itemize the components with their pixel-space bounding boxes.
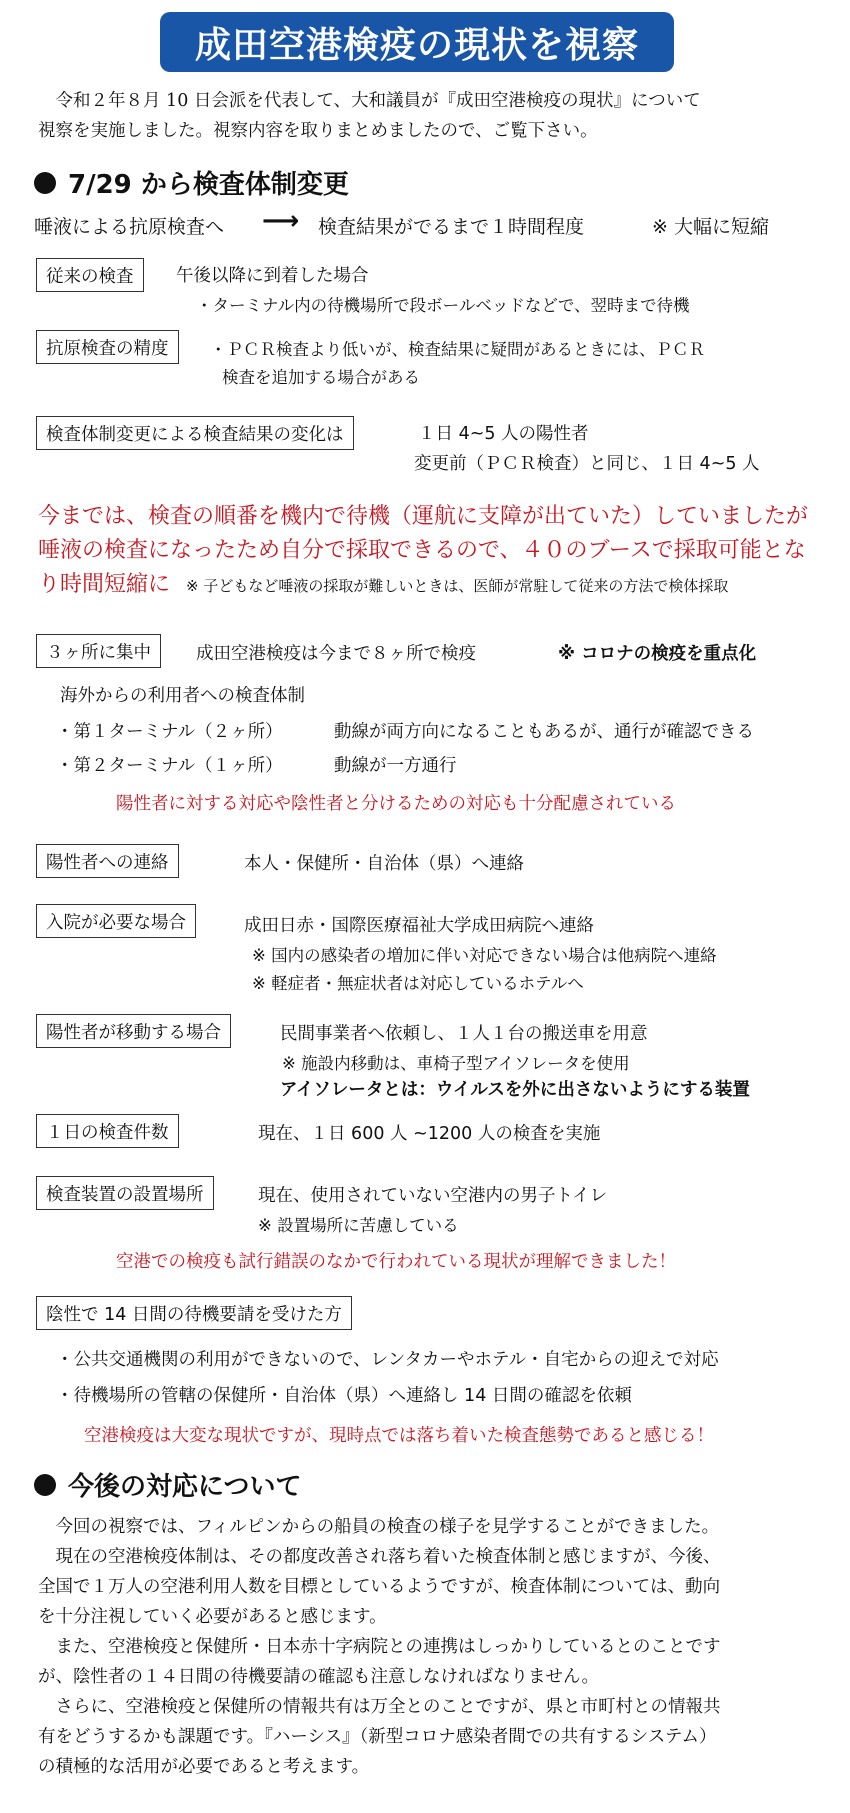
future-line: 現在の空港検疫体制は、その都度改善され落ち着いた検査体制と感じますが、今後、 xyxy=(55,1547,721,1567)
label-box-hospital: 入院が必要な場合 xyxy=(36,904,196,938)
red-highlight-paragraph xyxy=(38,500,828,603)
isolator-definition: アイソレータとは：ウイルスを外に出さないようにする装置 xyxy=(280,1080,750,1100)
conventional-line2: ・ターミナル内の待機場所で段ボールベッドなどで、翌時まで待機 xyxy=(196,296,690,315)
future-line: の積極的な活用が必要であると考えます。 xyxy=(38,1757,370,1777)
moving-note1: ※ 施設内移動は、車椅子型アイソレータを使用 xyxy=(282,1054,630,1073)
location-red-note: 空港での検疫も試行錯誤のなかで行われている現状が理解できました！ xyxy=(116,1252,676,1272)
concentrate-text: 成田空港検疫は今まで８ヶ所で検疫 xyxy=(196,644,476,664)
label-box-count: １日の検査件数 xyxy=(36,1114,179,1148)
terminal1-name: ・第１ターミナル（２ヶ所） xyxy=(56,722,283,742)
concentrate-red-note: 陽性者に対する対応や陰性者と分けるための対応も十分配慮されている xyxy=(116,794,676,814)
change-line-right: 検査結果がでるまで１時間程度 xyxy=(318,216,585,238)
negative-red-note: 空港検疫は大変な現状ですが、現時点では落ち着いた検査態勢であると感じる！ xyxy=(84,1426,714,1446)
label-box-contact: 陽性者への連絡 xyxy=(36,844,179,878)
label-box-accuracy: 抗原検査の精度 xyxy=(36,330,179,364)
page-title: 成田空港検疫の現状を視察 xyxy=(160,12,674,72)
future-line: さらに、空港検疫と保健所の情報共有は万全とのことですが、県と市町村との情報共 xyxy=(55,1697,721,1717)
change-line-left: 唾液による抗原検査へ xyxy=(34,216,225,238)
change-line-note: ※ 大幅に短縮 xyxy=(652,216,769,238)
terminal2-desc: 動線が一方通行 xyxy=(334,756,457,776)
accuracy-line1: ・ＰＣＲ検査より低いが、検査結果に疑問があるときには、ＰＣＲ xyxy=(210,340,705,359)
arrow-right-icon: ⟶ xyxy=(262,206,300,236)
count-text: 現在、１日 600 人 ~1200 人の検査を実施 xyxy=(258,1124,601,1144)
label-box-conventional: 従来の検査 xyxy=(36,258,144,292)
section-heading-text: 7/29 から検査体制変更 xyxy=(68,170,349,200)
hospital-note1: ※ 国内の感染者の増加に伴い対応できない場合は他病院へ連絡 xyxy=(252,946,717,965)
red-line: 今までは、検査の順番を機内で待機（運航に支障が出ていた）していましたが xyxy=(38,504,809,529)
label-box-location: 検査装置の設置場所 xyxy=(36,1176,214,1210)
future-line: を十分注視していく必要があると感じます。 xyxy=(38,1607,387,1627)
intro-line: 視察を実施しました。視察内容を取りまとめましたので、ご覧下さい。 xyxy=(38,121,598,141)
future-line: また、空港検疫と保健所・日本赤十字病院との連携はしっかりしているとのことです xyxy=(55,1637,721,1657)
future-line: が、陰性者の１４日間の待機要請の確認も注意しなければなりません。 xyxy=(38,1667,600,1687)
section-heading-text: 今後の対応について xyxy=(68,1472,302,1502)
label-box-result-change: 検査体制変更による検査結果の変化は xyxy=(36,416,354,450)
label-box-negative: 陰性で 14 日間の待機要請を受けた方 xyxy=(36,1296,352,1330)
result-change-line2: 変更前（ＰＣＲ検査）と同じ、１日 4~5 人 xyxy=(414,454,760,474)
specimen-note: ※ 子どもなど唾液の採取が難しいときは、医師が常駐して従来の方法で検体採取 xyxy=(186,577,729,595)
accuracy-line2: 検査を追加する場合がある xyxy=(222,368,420,387)
conventional-line1: 午後以降に到着した場合 xyxy=(176,266,369,286)
red-line: り時間短縮に xyxy=(38,572,171,597)
moving-text: 民間事業者へ依頼し、１人１台の搬送車を用意 xyxy=(280,1024,648,1044)
future-paragraph xyxy=(38,1512,820,1782)
location-note: ※ 設置場所に苦慮している xyxy=(258,1216,459,1235)
future-line: 有をどうするかも課題です。『ハーシス』（新型コロナ感染者間での共有するシステム） xyxy=(38,1727,717,1747)
section-heading-system-change xyxy=(34,164,349,201)
intro-paragraph xyxy=(38,86,818,146)
future-line: 今回の視察では、フィルピンからの船員の検査の様子を見学することができました。 xyxy=(55,1517,720,1537)
terminal1-desc: 動線が両方向になることもあるが、通行が確認できる xyxy=(334,722,754,742)
result-change-line1: １日 4~5 人の陽性者 xyxy=(418,424,589,444)
location-text: 現在、使用されていない空港内の男子トイレ xyxy=(258,1186,608,1206)
label-box-concentrate: ３ヶ所に集中 xyxy=(36,634,161,668)
concentrate-sub: 海外からの利用者への検査体制 xyxy=(60,686,305,706)
concentrate-note: ※ コロナの検疫を重点化 xyxy=(558,644,757,664)
contact-text: 本人・保健所・自治体（県）へ連絡 xyxy=(244,854,524,874)
bullet-icon xyxy=(34,172,56,194)
hospital-text: 成田日赤・国際医療福祉大学成田病院へ連絡 xyxy=(244,916,594,936)
label-box-moving: 陽性者が移動する場合 xyxy=(36,1014,231,1048)
negative-line1: ・公共交通機関の利用ができないので、レンタカーやホテル・自宅からの迎えで対応 xyxy=(56,1350,719,1370)
red-line: 唾液の検査になったため自分で採取できるので、４０のブースで採取可能とな xyxy=(38,538,806,563)
section-heading-future xyxy=(34,1466,301,1503)
intro-line: 令和２年８月 10 日会派を代表して、大和議員が『成田空港検疫の現状』について xyxy=(55,91,701,111)
future-line: 全国で１万人の空港利用人数を目標としているようですが、検査体制については、動向 xyxy=(38,1577,721,1597)
bullet-icon xyxy=(34,1474,56,1496)
negative-line2: ・待機場所の管轄の保健所・自治体（県）へ連絡し 14 日間の確認を依頼 xyxy=(56,1386,632,1406)
hospital-note2: ※ 軽症者・無症状者は対応しているホテルへ xyxy=(252,974,584,993)
terminal2-name: ・第２ターミナル（１ヶ所） xyxy=(56,756,283,776)
